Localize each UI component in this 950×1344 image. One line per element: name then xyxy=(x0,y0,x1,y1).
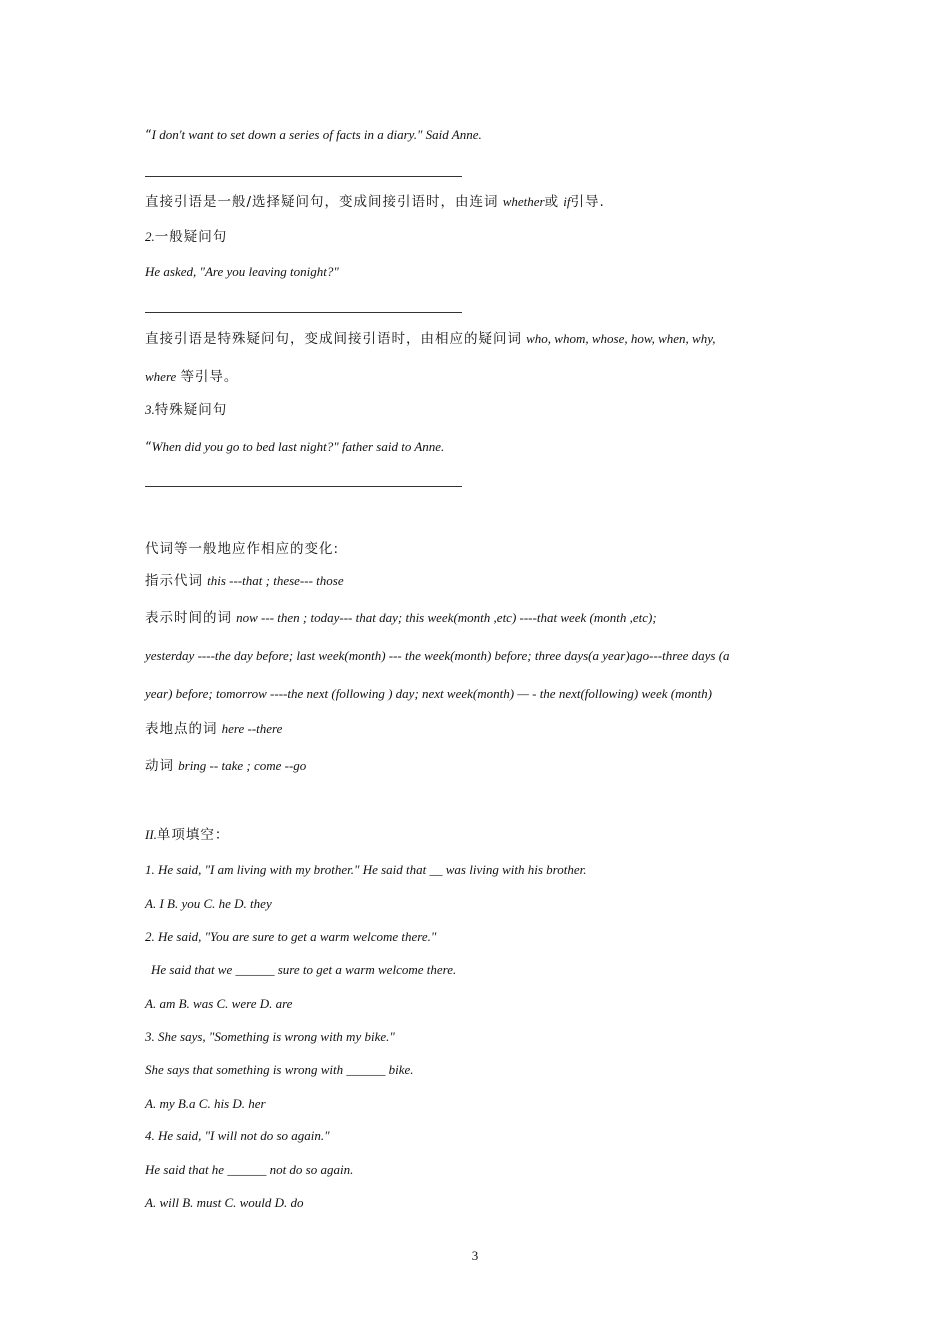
change-time-line-3: year) before; tomorrow ----the next (following ) day; next week(month) — - the next(following) week (month) xyxy=(145,686,712,701)
changes-intro: 代词等一般地应作相应的变化: xyxy=(145,541,340,557)
open-quote: “ xyxy=(145,128,152,143)
rule-text-or: 或 xyxy=(544,194,560,210)
heading-label: 单项填空： xyxy=(156,827,230,843)
rule-text-zh: 直接引语是特殊疑问句，变成间接引语时，由相应的疑问词 xyxy=(145,331,522,347)
change-words: this ---that ; these--- those xyxy=(207,573,344,588)
question-2-options: A. am B. was C. were D. are xyxy=(145,996,293,1011)
heading-number: 3. xyxy=(145,402,155,417)
rule-line-wh-cont xyxy=(145,368,238,387)
answer-blank-1 xyxy=(145,176,462,177)
rule-wh-words: who, whom, whose, how, when, why, xyxy=(526,331,716,346)
question-3-options: A. my B.a C. his D. her xyxy=(145,1096,266,1111)
change-words: here --there xyxy=(221,721,283,736)
heading-special-question xyxy=(145,401,227,420)
change-label: 指示代词 xyxy=(145,573,203,589)
answer-blank-2 xyxy=(145,312,462,313)
quote-sentence-1: I don't want to set down a series of facts in a diary." Said Anne. xyxy=(151,127,482,142)
example-sentence-2: He asked, "Are you leaving tonight?" xyxy=(145,264,339,279)
question-3-indirect: She says that something is wrong with ______ bike. xyxy=(145,1062,414,1077)
question-2: 2. He said, "You are sure to get a warm welcome there." xyxy=(145,929,437,944)
change-label: 动词 xyxy=(145,758,174,774)
change-place xyxy=(145,720,282,739)
quote-line-1 xyxy=(145,126,482,145)
quote-sentence-3: When did you go to bed last night?" father said to Anne. xyxy=(151,439,445,454)
rule-term-if: if xyxy=(563,194,571,209)
change-label: 表示时间的词 xyxy=(145,610,232,626)
heading-general-question xyxy=(145,228,227,247)
page-number: 3 xyxy=(471,1248,479,1263)
rule-wh-where: where xyxy=(145,369,177,384)
heading-label: 一般疑问句 xyxy=(154,229,228,245)
question-1-options: A. I B. you C. he D. they xyxy=(145,896,272,911)
change-verb xyxy=(145,757,306,776)
open-quote: “ xyxy=(145,440,152,455)
change-time xyxy=(145,609,657,628)
rule-line-wh xyxy=(145,330,716,349)
rule-line-whether xyxy=(145,193,605,212)
question-4: 4. He said, "I will not do so again." xyxy=(145,1128,330,1143)
rule-term-whether: whether xyxy=(502,194,545,209)
heading-number: 2. xyxy=(145,229,155,244)
change-label: 表地点的词 xyxy=(145,721,218,737)
answer-blank-3 xyxy=(145,486,462,487)
question-1: 1. He said, "I am living with my brother." He said that __ was living with his brother. xyxy=(145,862,587,877)
heading-label: 特殊疑问句 xyxy=(154,402,228,418)
change-time-line-2: yesterday ----the day before; last week(month) --- the week(month) before; three days(a year)ago---three days (a xyxy=(145,648,730,663)
change-words: bring -- take ; come --go xyxy=(178,758,307,773)
rule-text-end: 引导. xyxy=(570,194,605,210)
exercise-heading xyxy=(145,826,229,845)
question-2-indirect: He said that we ______ sure to get a warm welcome there. xyxy=(151,962,457,977)
change-demonstrative xyxy=(145,572,344,591)
rule-text-zh: 直接引语是一般/选择疑问句，变成间接引语时，由连词 xyxy=(145,194,499,210)
heading-number: II. xyxy=(145,827,157,842)
quote-line-3 xyxy=(145,438,444,457)
question-4-indirect: He said that he ______ not do so again. xyxy=(145,1162,354,1177)
rule-text-end: 等引导。 xyxy=(180,369,239,385)
question-3: 3. She says, "Something is wrong with my bike." xyxy=(145,1029,395,1044)
question-4-options: A. will B. must C. would D. do xyxy=(145,1195,304,1210)
change-words: now --- then ; today--- that day; this week(month ,etc) ----that week (month ,etc); xyxy=(236,610,657,625)
